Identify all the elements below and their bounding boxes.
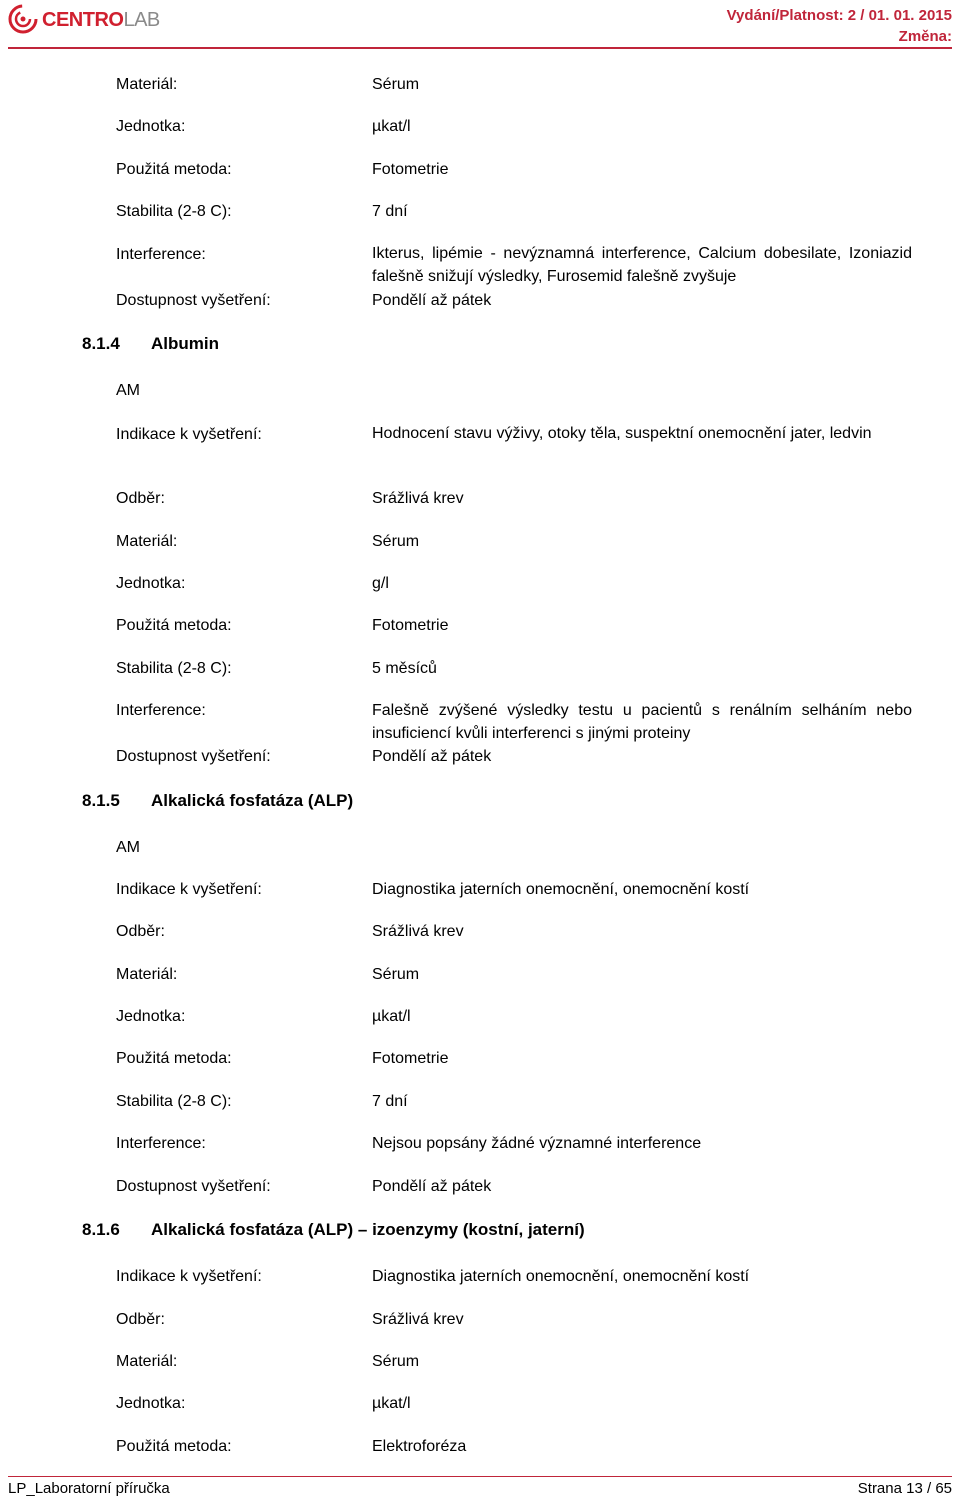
collection-label: Odběr: <box>116 923 165 940</box>
material-value: Sérum <box>372 76 420 93</box>
indication-label: Indikace k vyšetření: <box>116 426 262 443</box>
interference-label: Interference: <box>116 246 206 263</box>
unit-value: µkat/l <box>372 1395 411 1412</box>
availability-value: Pondělí až pátek <box>372 292 492 309</box>
collection-value: Srážlivá krev <box>372 923 464 940</box>
section-heading <box>82 333 219 355</box>
section-title: Albumin <box>151 334 219 353</box>
page-number: Strana 13 / 65 <box>857 1480 952 1497</box>
stability-label: Stabilita (2-8 C): <box>116 203 232 220</box>
method-label: Použitá metoda: <box>116 1438 232 1455</box>
collection-label: Odběr: <box>116 490 165 507</box>
unit-label: Jednotka: <box>116 575 186 592</box>
section-heading <box>82 790 353 812</box>
collection-label: Odběr: <box>116 1311 165 1328</box>
method-label: Použitá metoda: <box>116 617 232 634</box>
stability-label: Stabilita (2-8 C): <box>116 660 232 677</box>
interference-value: Falešně zvýšené výsledky testu u pacientů s renálním selháním nebo insuficiencí kvůli interferenci s jinými proteiny <box>372 702 912 742</box>
section-title: Alkalická fosfatáza (ALP) <box>151 791 354 810</box>
logo-text-lab: LAB <box>123 9 160 31</box>
method-label: Použitá metoda: <box>116 161 232 178</box>
stability-value: 7 dní <box>372 203 408 220</box>
stability-label: Stabilita (2-8 C): <box>116 1093 232 1110</box>
collection-value: Srážlivá krev <box>372 1311 464 1328</box>
section-number: 8.1.6 <box>82 1220 120 1239</box>
section-number: 8.1.5 <box>82 791 120 810</box>
centrolab-logo <box>8 4 160 40</box>
indication-value: Hodnocení stavu výživy, otoky těla, suspektní onemocnění jater, ledvin <box>372 425 872 442</box>
header-version-info <box>727 5 952 47</box>
method-value: Fotometrie <box>372 617 449 634</box>
material-value: Sérum <box>372 533 420 550</box>
interference-value: Ikterus, lipémie - nevýznamná interference, Calcium dobesilate, Izoniazid falešně snižují výsledky, Furosemid falešně zvyšuje <box>372 245 912 285</box>
availability-label: Dostupnost vyšetření: <box>116 1178 271 1195</box>
logo-text <box>42 9 160 31</box>
page-header <box>0 0 960 52</box>
interference-value: Nejsou popsány žádné významné interference <box>372 1135 702 1152</box>
material-label: Materiál: <box>116 76 178 93</box>
availability-label: Dostupnost vyšetření: <box>116 292 271 309</box>
unit-label: Jednotka: <box>116 118 186 135</box>
version-text: Vydání/Platnost: 2 / 01. 01. 2015 <box>726 7 952 24</box>
material-value: Sérum <box>372 966 420 983</box>
unit-value: µkat/l <box>372 118 411 135</box>
indication-value: Diagnostika jaterních onemocnění, onemocnění kostí <box>372 881 750 898</box>
collection-value: Srážlivá krev <box>372 490 464 507</box>
interference-label: Interference: <box>116 1135 206 1152</box>
material-label: Materiál: <box>116 966 178 983</box>
material-label: Materiál: <box>116 533 178 550</box>
unit-label: Jednotka: <box>116 1008 186 1025</box>
test-code: AM <box>116 839 140 856</box>
material-label: Materiál: <box>116 1353 178 1370</box>
unit-value: µkat/l <box>372 1008 411 1025</box>
availability-value: Pondělí až pátek <box>372 1178 492 1195</box>
material-value: Sérum <box>372 1353 420 1370</box>
indication-label: Indikace k vyšetření: <box>116 1268 262 1285</box>
section-title: Alkalická fosfatáza (ALP) – izoenzymy (kostní, jaterní) <box>151 1220 585 1239</box>
indication-label: Indikace k vyšetření: <box>116 881 262 898</box>
section-number: 8.1.4 <box>82 334 120 353</box>
method-value: Elektroforéza <box>372 1438 467 1455</box>
header-divider <box>8 47 952 49</box>
footer-divider <box>8 1476 952 1477</box>
logo-text-centro: CENTRO <box>42 9 124 31</box>
method-value: Fotometrie <box>372 161 449 178</box>
change-text: Změna: <box>898 28 952 45</box>
section-heading <box>82 1219 585 1241</box>
availability-value: Pondělí až pátek <box>372 748 492 765</box>
method-value: Fotometrie <box>372 1050 449 1067</box>
interference-label: Interference: <box>116 702 206 719</box>
availability-label: Dostupnost vyšetření: <box>116 748 271 765</box>
unit-value: g/l <box>372 575 389 592</box>
stability-value: 5 měsíců <box>372 660 437 677</box>
stability-value: 7 dní <box>372 1093 408 1110</box>
indication-value: Diagnostika jaterních onemocnění, onemocnění kostí <box>372 1268 750 1285</box>
logo-mark-icon <box>8 4 38 34</box>
test-code: AM <box>116 382 140 399</box>
unit-label: Jednotka: <box>116 1395 186 1412</box>
method-label: Použitá metoda: <box>116 1050 232 1067</box>
document-name: LP_Laboratorní příručka <box>8 1480 170 1497</box>
page-footer <box>0 1476 960 1500</box>
